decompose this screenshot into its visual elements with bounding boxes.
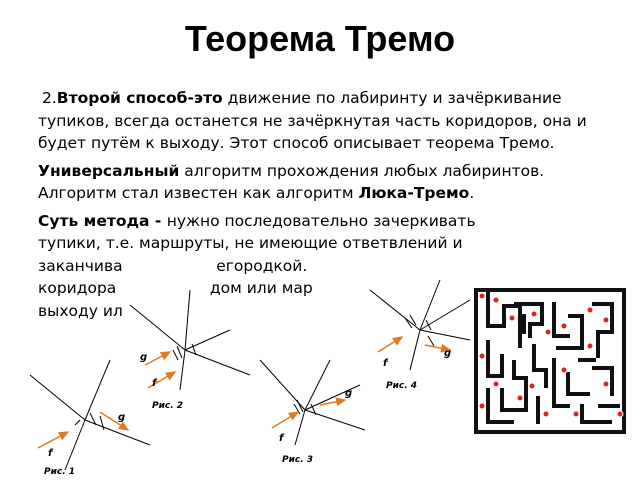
label-f-3: f [279, 433, 284, 444]
arrow-f-1 [38, 432, 68, 448]
label-g-1: g [118, 412, 126, 423]
p2-text: алгоритм прохождения любых лабиринтов. Алгоритм стал известен как алгоритм [38, 161, 545, 202]
p1-bold: Второй способ-это [56, 89, 223, 107]
arrow-g-2 [145, 352, 170, 365]
p3-line4: коридора дом или мар [38, 279, 313, 297]
arrow-g-1 [100, 412, 128, 430]
arrow-g-3 [320, 400, 345, 405]
label-g-4: g [444, 348, 452, 359]
arrow-f-2 [148, 372, 175, 388]
page-title: Теорема Тремо [184, 18, 456, 59]
p2-bold: Универсальный [38, 161, 180, 180]
caption-fig-2: Рис. 2 [152, 401, 184, 411]
label-g-3: g [345, 388, 353, 399]
caption-fig-3: Рис. 3 [282, 455, 314, 465]
caption-fig-4: Рис. 4 [386, 381, 418, 391]
p3-line3: заканчива егородкой. [38, 256, 308, 275]
p2-bold2: Люка-Тремо [358, 184, 470, 202]
figure-1 [30, 360, 150, 470]
p1-text: движение по лабиринту и зачёркивание тупиков, всегда останется не зачёркнутая часть коридоров, она и будет путём к выходу. Этот способ описывает теорема Тремо. [38, 89, 587, 152]
label-f-4: f [383, 358, 388, 369]
arrow-f-4 [378, 337, 402, 352]
p3-line5: выходу ил [38, 301, 123, 320]
label-f-2: f [152, 378, 157, 389]
paragraph-1 [38, 87, 603, 155]
arrow-f-3 [272, 412, 298, 428]
p3-line1: нужно последовательно зачеркивать [166, 211, 476, 230]
caption-fig-1: Рис. 1 [44, 467, 76, 477]
arrow-g-4 [425, 345, 450, 350]
p3-line2: тупики, т.е. маршруты, не имеющие ответвлений и [38, 234, 463, 252]
maze-image [472, 286, 628, 436]
p2-end: . [469, 184, 475, 202]
paragraph-2 [38, 160, 603, 205]
figure-3 [260, 360, 365, 445]
label-f-1: f [48, 448, 53, 459]
p1-number: 2. [42, 89, 57, 107]
label-g-2: g [140, 352, 148, 363]
p3-bold: Суть метода - [38, 211, 167, 230]
